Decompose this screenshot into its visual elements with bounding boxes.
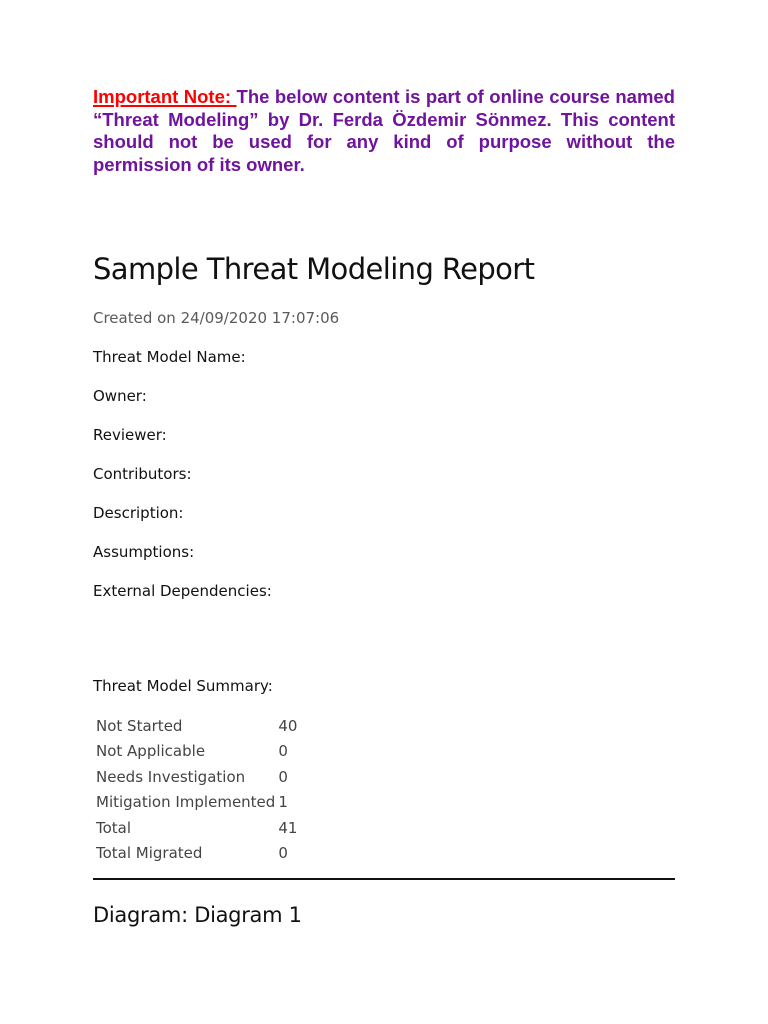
summary-value: 0 (278, 844, 288, 863)
field-reviewer: Reviewer: (93, 426, 167, 444)
table-row (93, 816, 297, 841)
field-threat-model-name: Threat Model Name: (93, 348, 246, 366)
field-assumptions: Assumptions: (93, 543, 195, 561)
summary-label: Needs Investigation (96, 767, 246, 786)
field-owner: Owner: (93, 387, 147, 405)
summary-value: 0 (278, 767, 288, 786)
summary-label: Not Started (96, 717, 183, 735)
table-row (93, 739, 297, 764)
important-note-text: The below content is part of online course named “Threat Modeling” by Dr. Ferda Özdemir Sönmez. This content should not be used for any kind of purpose without the permission of its owner. (93, 86, 675, 175)
section-divider (93, 878, 675, 880)
field-contributors: Contributors: (93, 465, 192, 483)
field-description: Description: (93, 504, 184, 522)
table-row (93, 790, 297, 815)
summary-value: 0 (278, 742, 288, 761)
summary-label: Total Migrated (96, 844, 203, 863)
summary-table (93, 714, 297, 866)
table-row (93, 714, 297, 739)
table-row (93, 765, 297, 790)
diagram-heading: Diagram: Diagram 1 (93, 903, 302, 927)
summary-value: 1 (278, 793, 288, 812)
summary-value: 40 (278, 717, 298, 735)
summary-label: Mitigation Implemented (96, 793, 276, 812)
table-row (93, 841, 297, 866)
important-note-label: Important Note: (93, 86, 237, 107)
important-note (93, 86, 675, 176)
report-title: Sample Threat Modeling Report (93, 252, 535, 286)
summary-value: 41 (278, 818, 298, 837)
summary-label: Not Applicable (96, 742, 206, 761)
created-timestamp: Created on 24/09/2020 17:07:06 (93, 309, 340, 327)
summary-label: Total (96, 818, 132, 837)
field-external-dependencies: External Dependencies: (93, 582, 272, 600)
summary-heading: Threat Model Summary: (93, 677, 273, 695)
